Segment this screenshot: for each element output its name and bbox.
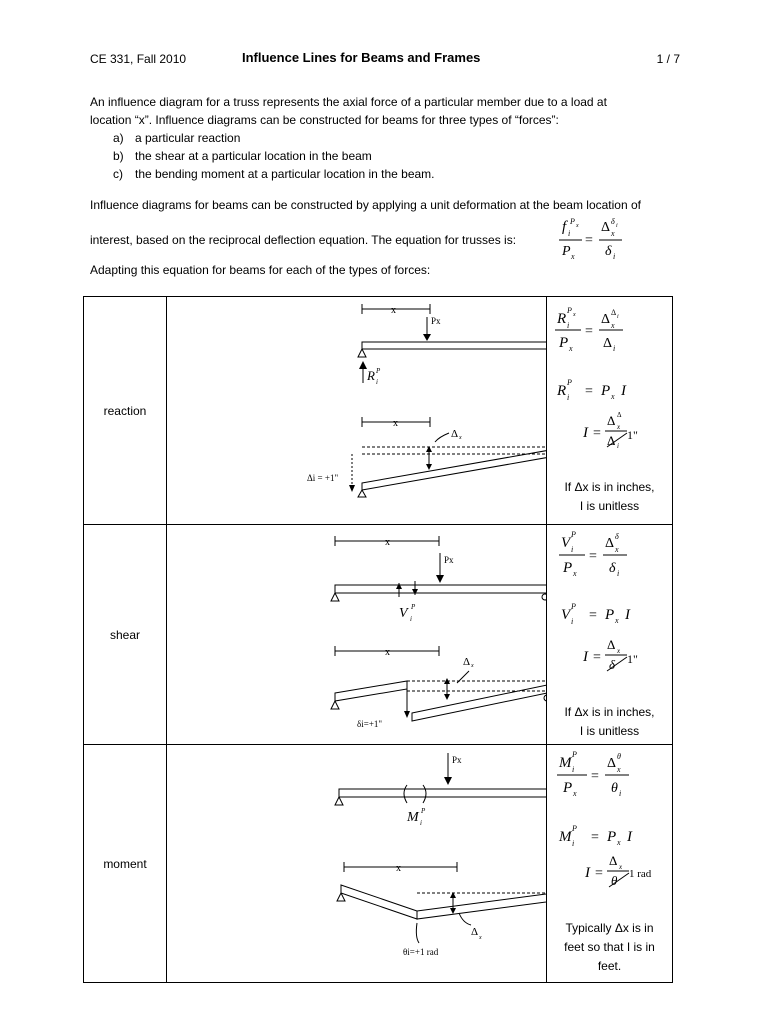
svg-text:Δ: Δ bbox=[463, 656, 471, 668]
unit-shear-label: δi=+1" bbox=[357, 719, 383, 729]
svg-text:Δ: Δ bbox=[607, 756, 617, 771]
svg-text:x: x bbox=[611, 321, 615, 330]
svg-text:i: i bbox=[572, 839, 575, 848]
moment-note-2: feet so that I is in bbox=[564, 940, 655, 954]
svg-text:δ: δ bbox=[609, 561, 616, 576]
svg-text:P: P bbox=[563, 560, 573, 576]
svg-text:P: P bbox=[601, 383, 611, 399]
svg-text:V: V bbox=[399, 606, 408, 621]
svg-text:δ: δ bbox=[609, 657, 616, 672]
svg-text:P: P bbox=[411, 603, 416, 611]
svg-text:M: M bbox=[407, 810, 419, 825]
svg-text:=: = bbox=[591, 769, 599, 784]
svg-text:P: P bbox=[605, 607, 615, 623]
svg-text:P: P bbox=[571, 530, 576, 539]
svg-text:P: P bbox=[562, 244, 571, 259]
svg-text:x: x bbox=[611, 229, 615, 238]
row-label-shear: shear bbox=[84, 525, 167, 745]
svg-text:M: M bbox=[559, 829, 572, 845]
svg-text:δ: δ bbox=[605, 244, 612, 259]
svg-text:x: x bbox=[393, 418, 398, 429]
shear-equations bbox=[547, 525, 673, 745]
row-label-reaction: reaction bbox=[84, 297, 167, 525]
para3: Adapting this equation for beams for each of the types of forces: bbox=[90, 263, 431, 277]
svg-text:x: x bbox=[617, 647, 621, 655]
svg-text:P: P bbox=[571, 602, 576, 611]
svg-text:x: x bbox=[573, 312, 576, 318]
intro-paragraph bbox=[90, 93, 690, 183]
svg-text:I: I bbox=[627, 829, 632, 845]
influence-table bbox=[83, 296, 673, 983]
svg-text:=: = bbox=[593, 650, 601, 665]
x-label: x bbox=[391, 305, 396, 316]
svg-text:i: i bbox=[571, 617, 574, 626]
svg-text:P: P bbox=[563, 780, 573, 796]
row-label-moment: moment bbox=[84, 745, 167, 983]
svg-text:=: = bbox=[593, 426, 601, 441]
svg-text:P: P bbox=[572, 824, 577, 833]
svg-text:=: = bbox=[585, 233, 593, 248]
svg-text:=: = bbox=[585, 384, 593, 399]
svg-text:Δ: Δ bbox=[607, 433, 616, 448]
svg-text:i: i bbox=[567, 321, 570, 330]
load-label: Px bbox=[431, 316, 441, 326]
unit-deformation-label: Δi = +1" bbox=[307, 473, 339, 483]
moment-diagram-cell bbox=[167, 745, 547, 983]
svg-text:P: P bbox=[376, 367, 381, 375]
svg-text:x: x bbox=[479, 935, 482, 941]
svg-text:=: = bbox=[595, 866, 603, 881]
shear-diagram-cell bbox=[167, 525, 547, 745]
svg-text:x: x bbox=[396, 863, 401, 874]
para2-line-1: Influence diagrams for beams can be constructed by applying a unit deformation at the beam location of bbox=[90, 198, 641, 212]
svg-text:i: i bbox=[410, 615, 412, 623]
svg-text:x: x bbox=[619, 863, 623, 871]
truss-equation bbox=[556, 212, 626, 262]
svg-text:Px: Px bbox=[444, 555, 454, 565]
svg-text:Δ: Δ bbox=[471, 926, 479, 938]
svg-text:i: i bbox=[376, 378, 378, 386]
svg-text:i: i bbox=[617, 569, 620, 578]
list-item: c) the bending moment at a particular location in the beam. bbox=[113, 167, 435, 181]
svg-text:x: x bbox=[573, 789, 577, 798]
svg-text:Δ: Δ bbox=[451, 428, 459, 440]
svg-text:x: x bbox=[617, 838, 621, 847]
svg-text:=: = bbox=[591, 830, 599, 845]
svg-text:P: P bbox=[559, 335, 569, 351]
svg-text:x: x bbox=[471, 663, 474, 669]
svg-text:I: I bbox=[585, 865, 590, 881]
svg-text:x: x bbox=[569, 344, 573, 353]
page-title: Influence Lines for Beams and Frames bbox=[242, 50, 481, 65]
svg-text:i: i bbox=[420, 819, 422, 827]
list-item: a) a particular reaction bbox=[113, 131, 241, 145]
unit-label: 1" bbox=[627, 428, 638, 442]
svg-text:P: P bbox=[570, 217, 575, 226]
svg-text:x: x bbox=[385, 537, 390, 548]
svg-text:V: V bbox=[561, 535, 571, 551]
svg-text:Δ: Δ bbox=[617, 411, 622, 419]
shear-note-1: If Δx is in inches, bbox=[564, 705, 655, 719]
svg-text:Δ: Δ bbox=[601, 220, 611, 235]
svg-text:i: i bbox=[567, 393, 570, 402]
moment-note-1: Typically Δx is in bbox=[565, 921, 654, 935]
svg-text:=: = bbox=[589, 549, 597, 564]
svg-text:Δ: Δ bbox=[609, 853, 618, 868]
reaction-diagram bbox=[167, 297, 546, 519]
svg-text:x: x bbox=[459, 435, 462, 441]
shear-note-2: I is unitless bbox=[579, 724, 640, 738]
reaction-diagram-cell bbox=[167, 297, 547, 525]
svg-text:x: x bbox=[571, 252, 575, 261]
svg-text:i: i bbox=[617, 314, 619, 320]
svg-text:P: P bbox=[421, 807, 426, 815]
svg-text:=: = bbox=[585, 324, 593, 339]
svg-text:x: x bbox=[385, 647, 390, 658]
intro-line-2: location “x”. Influence diagrams can be constructed for beams for three types of “forces”: bbox=[90, 113, 559, 127]
reaction-note-2: I is unitless bbox=[579, 499, 640, 513]
reaction-equations bbox=[547, 297, 673, 525]
intro-line-1: An influence diagram for a truss represents the axial force of a particular member due to a load at bbox=[90, 95, 607, 109]
svg-text:i: i bbox=[613, 344, 616, 353]
svg-text:1": 1" bbox=[627, 652, 638, 666]
svg-text:i: i bbox=[613, 252, 616, 261]
svg-text:Px: Px bbox=[452, 755, 462, 765]
svg-text:I: I bbox=[621, 383, 626, 399]
svg-text:x: x bbox=[573, 569, 577, 578]
svg-text:R: R bbox=[557, 383, 567, 399]
moment-equations bbox=[547, 745, 673, 983]
svg-text:i: i bbox=[616, 223, 618, 229]
svg-text:P: P bbox=[572, 750, 577, 759]
unit-rotation-label: θi=+1 rad bbox=[403, 947, 439, 957]
svg-text:Δ: Δ bbox=[605, 536, 615, 551]
page-header bbox=[90, 50, 680, 70]
svg-text:I: I bbox=[625, 607, 630, 623]
svg-text:x: x bbox=[617, 765, 621, 774]
svg-text:R: R bbox=[367, 368, 375, 383]
svg-text:x: x bbox=[617, 423, 621, 431]
svg-text:δ: δ bbox=[611, 217, 615, 226]
svg-text:x: x bbox=[576, 223, 579, 229]
svg-text:I: I bbox=[583, 425, 588, 441]
force-type-list bbox=[90, 129, 690, 183]
svg-text:θ: θ bbox=[611, 781, 618, 796]
list-item: b) the shear at a particular location in the beam bbox=[113, 149, 372, 163]
svg-text:=: = bbox=[589, 608, 597, 623]
svg-text:θ: θ bbox=[617, 752, 621, 761]
svg-text:Δ: Δ bbox=[601, 312, 611, 327]
course-label: CE 331, Fall 2010 bbox=[90, 52, 187, 66]
svg-text:1 rad: 1 rad bbox=[629, 868, 652, 880]
svg-text:P: P bbox=[567, 378, 572, 387]
svg-text:V: V bbox=[561, 607, 571, 623]
svg-text:I: I bbox=[583, 649, 588, 665]
svg-text:Δ: Δ bbox=[611, 308, 617, 317]
svg-text:i: i bbox=[617, 442, 619, 450]
svg-text:x: x bbox=[615, 545, 619, 554]
svg-text:R: R bbox=[557, 311, 567, 327]
svg-text:i: i bbox=[572, 765, 575, 774]
svg-text:x: x bbox=[615, 616, 619, 625]
svg-text:i: i bbox=[571, 545, 574, 554]
svg-text:i: i bbox=[568, 229, 571, 238]
svg-text:Δ: Δ bbox=[603, 336, 613, 351]
moment-diagram bbox=[167, 745, 546, 977]
page-number: 1 / 7 bbox=[656, 52, 680, 66]
svg-text:P: P bbox=[607, 829, 617, 845]
reaction-note-1: If Δx is in inches, bbox=[564, 480, 655, 494]
svg-text:x: x bbox=[611, 392, 615, 401]
svg-text:Δ: Δ bbox=[607, 413, 616, 428]
svg-text:Δ: Δ bbox=[607, 637, 616, 652]
moment-note-3: feet. bbox=[597, 959, 622, 973]
para2-line-2: interest, based on the reciprocal deflection equation. The equation for trusses is: bbox=[90, 233, 517, 247]
svg-text:θ: θ bbox=[611, 873, 618, 888]
svg-text:M: M bbox=[559, 755, 572, 771]
svg-text:P: P bbox=[567, 306, 572, 315]
svg-text:δ: δ bbox=[615, 532, 619, 541]
shear-diagram bbox=[167, 525, 546, 739]
svg-text:i: i bbox=[619, 789, 622, 798]
svg-text:f: f bbox=[562, 219, 567, 235]
